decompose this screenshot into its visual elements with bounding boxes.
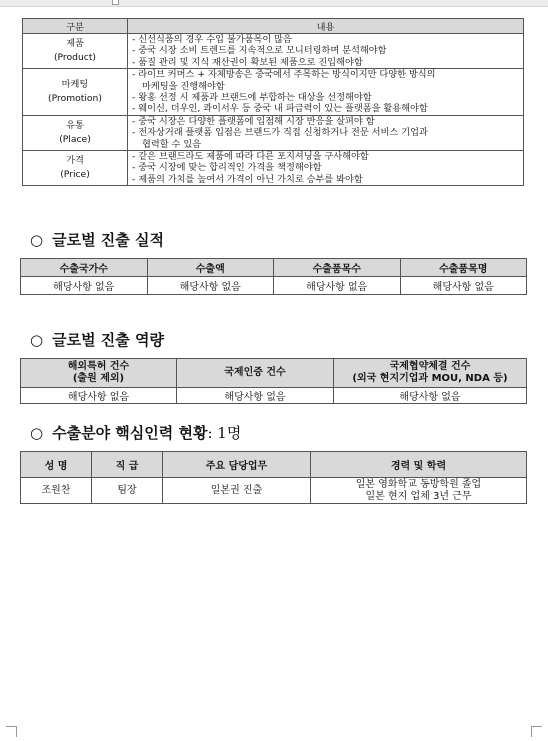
career-line: 일본 현지 업체 3년 근무 xyxy=(365,490,472,502)
content-line: - 왕홍 선정 시 제품과 브랜드에 부합하는 대상을 선정해야함 xyxy=(132,92,372,104)
header-export-item-names: 수출품목명 xyxy=(400,259,527,277)
personnel-name: 조원찬 xyxy=(21,478,92,504)
header-line: 국제협약체결 건수 xyxy=(389,361,471,372)
page-corner-mark xyxy=(6,726,17,737)
category-label-en: (Promotion) xyxy=(48,93,102,105)
header-intl-certification xyxy=(177,359,334,388)
bullet-icon: ○ xyxy=(30,424,44,442)
content-cell xyxy=(128,34,524,69)
content-cell xyxy=(128,115,524,150)
value-intl-agreement: 해당사항 없음 xyxy=(334,388,527,404)
content-line: - 라이브 커머스 + 자체방송은 중국에서 주목하는 방식이지만 다양한 방식의 xyxy=(132,69,436,81)
section-heading-key-personnel xyxy=(30,422,241,443)
table-header-row xyxy=(21,452,527,478)
content-line: - 신선식품의 경우 수입 불가품목이 많음 xyxy=(132,34,292,45)
category-label-en: (Place) xyxy=(59,133,91,145)
export-performance-table xyxy=(20,258,527,295)
page-indent-marker xyxy=(112,0,119,5)
table-header-row xyxy=(23,19,524,34)
bullet-icon: ○ xyxy=(30,231,44,249)
content-cell xyxy=(128,151,524,186)
value-export-item-names: 해당사항 없음 xyxy=(400,277,527,295)
personnel-duty: 일본권 진출 xyxy=(163,478,311,504)
category-label: 유통 xyxy=(66,119,84,131)
content-line: - 중국 시장에 맞는 합리적인 가격을 책정해야함 xyxy=(132,162,322,174)
header-category: 구분 xyxy=(23,19,128,34)
header-line: 국제인증 건수 xyxy=(224,367,286,378)
value-intl-certification: 해당사항 없음 xyxy=(177,388,334,404)
table-row xyxy=(23,69,524,116)
header-overseas-patent xyxy=(21,359,177,388)
header-export-item-count: 수출품목수 xyxy=(274,259,401,277)
career-line: 일본 영화학교 동방학원 졸업 xyxy=(355,478,482,490)
content-line: - 제품의 가치를 높여서 가격이 아닌 가치로 승부를 봐야함 xyxy=(132,173,363,185)
export-capability-table xyxy=(20,358,527,404)
category-cell xyxy=(23,115,128,150)
section-title: 글로벌 진출 역량 xyxy=(52,331,164,349)
content-cell xyxy=(128,69,524,116)
category-label: 가격 xyxy=(66,155,84,167)
marketing-4p-table xyxy=(22,18,524,186)
section-title: 글로벌 진출 실적 xyxy=(52,231,164,249)
table-header-row xyxy=(21,359,527,388)
category-cell xyxy=(23,34,128,69)
content-line: - 웨이신, 더우인, 콰이서우 등 중국 내 파급력이 있는 플랫폼을 활용해야함 xyxy=(132,103,428,115)
content-line: - 전자상거래 플랫폼 입점은 브랜드가 직접 신청하거나 전문 서비스 기업과 xyxy=(132,127,428,139)
header-content: 내용 xyxy=(128,19,524,34)
page-corner-mark xyxy=(531,726,542,737)
header-duty: 주요 담당업무 xyxy=(163,452,311,478)
key-personnel-table xyxy=(20,451,527,504)
category-label-en: (Price) xyxy=(60,169,90,181)
header-career: 경력 및 학력 xyxy=(311,452,527,478)
content-line: - 중국 시장 소비 트렌드를 지속적으로 모니터링하며 분석해야함 xyxy=(132,45,387,57)
ruler-bar xyxy=(0,0,548,7)
content-line: - 중국 시장은 다양한 플랫폼에 입점해 시장 반응을 살펴야 함 xyxy=(132,115,375,127)
header-export-country-count: 수출국가수 xyxy=(21,259,148,277)
value-export-country-count: 해당사항 없음 xyxy=(21,277,148,295)
header-intl-agreement xyxy=(334,359,527,388)
content-line: 협력할 수 있음 xyxy=(142,138,202,150)
category-label: 제품 xyxy=(66,38,84,50)
value-overseas-patent: 해당사항 없음 xyxy=(21,388,177,404)
section-heading-export-performance xyxy=(30,229,164,250)
personnel-rank: 팀장 xyxy=(92,478,163,504)
category-label-en: (Product) xyxy=(53,52,97,64)
table-header-row xyxy=(21,259,527,277)
personnel-career xyxy=(311,478,527,504)
content-line: 마케팅을 진행해야함 xyxy=(142,80,225,92)
personnel-count: : 1명 xyxy=(207,424,242,442)
table-row xyxy=(21,277,527,295)
content-line: - 품질 관리 및 지식 재산권이 확보된 제품으로 진입해야함 xyxy=(132,56,363,68)
category-label: 마케팅 xyxy=(61,79,89,91)
table-row xyxy=(21,388,527,404)
value-export-amount: 해당사항 없음 xyxy=(147,277,274,295)
section-heading-export-capability xyxy=(30,329,164,350)
section-title: 수출분야 핵심인력 현황 xyxy=(52,424,208,442)
content-line: - 같은 브랜드라도 제품에 따라 다른 포지셔닝을 구사해야함 xyxy=(132,151,369,163)
header-export-amount: 수출액 xyxy=(147,259,274,277)
category-cell xyxy=(23,151,128,186)
header-subline: (외국 현지기업과 MOU, NDA 등) xyxy=(352,373,508,384)
header-line: 해외특허 건수 xyxy=(67,361,130,372)
header-subline: (출원 제외) xyxy=(72,373,125,384)
header-rank: 직 급 xyxy=(92,452,163,478)
table-row xyxy=(23,34,524,69)
table-row xyxy=(23,151,524,186)
table-row xyxy=(21,478,527,504)
table-row xyxy=(23,115,524,150)
value-export-item-count: 해당사항 없음 xyxy=(274,277,401,295)
category-cell xyxy=(23,69,128,116)
bullet-icon: ○ xyxy=(30,331,44,349)
header-name: 성 명 xyxy=(21,452,92,478)
